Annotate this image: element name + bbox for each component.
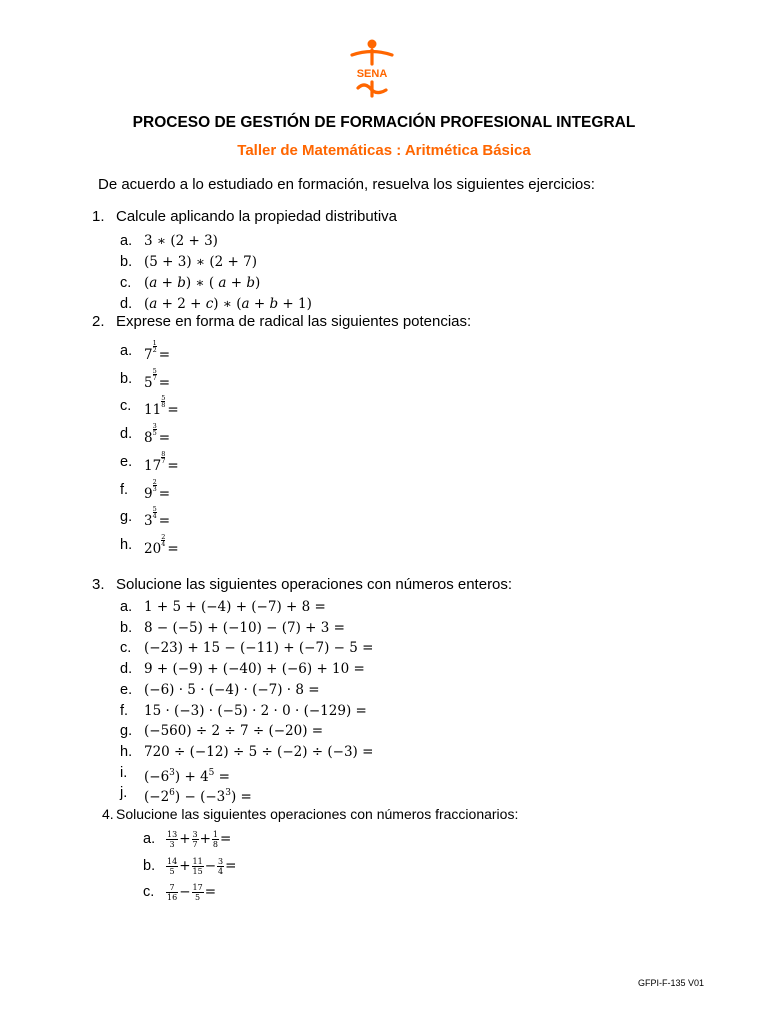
- item-label: c.: [120, 275, 132, 291]
- operator: +: [199, 831, 211, 847]
- item-expression: (−560) ÷ 2 ÷ 7 ÷ (−20) =: [144, 723, 324, 740]
- equals-sign: =: [204, 884, 216, 900]
- question-number: 4.: [102, 806, 114, 822]
- expr-part: ) − (−3: [174, 789, 226, 806]
- fraction-exponent: [161, 451, 165, 464]
- fraction-denominator: 3: [169, 840, 175, 849]
- exponent: 3: [225, 788, 231, 799]
- expr-part: =: [214, 768, 230, 785]
- fraction-numerator: 14: [167, 856, 178, 866]
- fraction-exponent: [153, 340, 157, 353]
- item-label: c.: [143, 884, 155, 900]
- item-expression: [144, 782, 252, 808]
- item-expression: 8 − (−5) + (−10) − (7) + 3 =: [144, 619, 345, 636]
- intro-text: De acuerdo a lo estudiado en formación, resuelva los siguientes ejercicios:: [98, 176, 595, 193]
- fraction-numerator: 13: [167, 830, 178, 839]
- exponent-denominator: 7: [152, 373, 157, 382]
- fraction: [166, 830, 178, 849]
- item-label: g.: [120, 509, 133, 526]
- equals-sign: =: [167, 457, 179, 474]
- item-label: b.: [120, 370, 133, 387]
- item-label: d.: [120, 661, 133, 678]
- exponent-denominator: 7: [161, 456, 166, 465]
- question-4: [102, 806, 518, 822]
- exponent: 6: [169, 788, 175, 799]
- question-text: Calcule aplicando la propiedad distributiva: [116, 208, 398, 225]
- exponent-numerator: 2: [152, 477, 157, 486]
- fraction-exponent: [153, 506, 157, 519]
- item-expression: (5 + 3) ∗ (2 + 7): [144, 254, 257, 270]
- fraction-exponent: [153, 368, 157, 381]
- item-expression: [165, 826, 231, 852]
- item-expression: (𝑎 + 𝑏) ∗ ( 𝑎 + 𝑏): [144, 275, 261, 291]
- fraction-denominator: 5: [169, 866, 175, 876]
- question-2: [92, 313, 471, 330]
- fraction-numerator: 3: [192, 830, 198, 839]
- question-text: Solucione las siguientes operaciones con números enteros:: [116, 576, 513, 593]
- power-base: 9: [144, 485, 153, 502]
- item-expression: 9 + (−9) + (−40) + (−6) + 10 =: [144, 661, 365, 678]
- expr-part: ) =: [230, 789, 252, 806]
- power-base: 11: [144, 402, 162, 419]
- item-expression: [144, 395, 179, 421]
- item-expression: [165, 853, 236, 879]
- equals-sign: =: [158, 430, 171, 447]
- fraction-numerator: 1: [212, 830, 218, 839]
- expr-part: ) + 4: [174, 768, 209, 785]
- item-label: h.: [120, 536, 133, 553]
- operator: +: [179, 831, 191, 847]
- exponent: 3: [169, 767, 175, 778]
- exponent-denominator: 3: [152, 484, 157, 493]
- exponent-numerator: 5: [152, 366, 157, 375]
- equals-sign: =: [225, 857, 237, 874]
- question-text: Solucione las siguientes operaciones con números fraccionarios:: [116, 806, 519, 822]
- item-label: e.: [120, 453, 133, 470]
- item-label: f.: [120, 702, 129, 719]
- power-base: 3: [144, 513, 153, 530]
- fraction: [212, 830, 219, 849]
- item-label: a.: [143, 831, 156, 847]
- item-label: e.: [120, 681, 133, 698]
- power-base: 7: [144, 347, 153, 363]
- equals-sign: =: [158, 485, 171, 502]
- exponent-numerator: 5: [161, 394, 166, 403]
- exponent-denominator: 2: [152, 346, 157, 354]
- svg-text:SENA: SENA: [356, 68, 388, 80]
- item-label: h.: [120, 743, 133, 760]
- power-base: 8: [144, 430, 153, 447]
- item-label: f.: [120, 481, 129, 498]
- item-label: i.: [120, 764, 128, 781]
- item-label: b.: [120, 619, 133, 636]
- sena-logo: [344, 38, 400, 98]
- item-expression: [144, 423, 170, 449]
- item-label: g.: [120, 723, 133, 740]
- item-expression: (𝑎 + 2 + 𝑐) ∗ (𝑎 + 𝑏 + 1): [144, 296, 312, 312]
- operator: −: [204, 857, 216, 874]
- fraction-numerator: 3: [218, 856, 224, 866]
- exponent-numerator: 5: [152, 505, 157, 514]
- item-label: b.: [143, 857, 156, 874]
- fraction-exponent: [153, 479, 157, 492]
- question-text: Exprese en forma de radical las siguientes potencias:: [116, 313, 472, 330]
- power-base: 5: [144, 374, 153, 391]
- item-label: c.: [120, 640, 132, 657]
- exponent-numerator: 8: [161, 449, 166, 458]
- fraction-denominator: 7: [192, 840, 198, 849]
- item-label: c.: [120, 398, 132, 415]
- question-number: 1.: [92, 208, 105, 225]
- question-1: [92, 208, 397, 225]
- equals-sign: =: [158, 374, 171, 391]
- item-label: a.: [120, 343, 133, 359]
- fraction-denominator: 5: [195, 893, 201, 902]
- fraction-numerator: 17: [192, 883, 203, 892]
- item-expression: (−6) · 5 · (−4) · (−7) · 8 =: [144, 681, 320, 698]
- fraction: [217, 857, 224, 876]
- fraction: [192, 857, 204, 876]
- item-expression: 3 ∗ (2 + 3): [144, 233, 218, 249]
- fraction-exponent: [153, 423, 157, 436]
- item-expression: [144, 340, 170, 366]
- exponent-denominator: 4: [152, 512, 157, 521]
- item-label: a.: [120, 233, 133, 249]
- item-expression: (−23) + 15 − (−11) + (−7) − 5 =: [144, 640, 374, 657]
- page-subtitle: Taller de Matemáticas : Aritmética Básica: [237, 142, 531, 159]
- item-label: a.: [120, 599, 133, 615]
- item-expression: [144, 368, 170, 394]
- fraction-numerator: 11: [192, 856, 203, 866]
- exponent-denominator: 8: [161, 401, 166, 410]
- fraction: [192, 883, 204, 902]
- operator: +: [179, 857, 191, 874]
- fraction-exponent: [161, 534, 165, 547]
- operator: −: [179, 884, 191, 900]
- item-expression: 720 ÷ (−12) ÷ 5 ÷ (−2) ÷ (−3) =: [144, 743, 374, 760]
- power-base: 20: [144, 540, 162, 557]
- exponent: 5: [208, 767, 215, 778]
- item-label: d.: [120, 296, 133, 312]
- fraction: [166, 883, 178, 902]
- fraction: [166, 857, 178, 876]
- equals-sign: =: [158, 347, 171, 363]
- item-expression: [144, 479, 170, 505]
- exponent-numerator: 2: [161, 532, 166, 541]
- expr-part: (−2: [144, 789, 170, 806]
- equals-sign: =: [167, 540, 179, 557]
- item-label: j.: [120, 785, 128, 802]
- fraction: [192, 830, 199, 849]
- exponent-denominator: 5: [152, 429, 157, 438]
- equals-sign: =: [220, 831, 232, 847]
- fraction-denominator: 16: [167, 893, 178, 902]
- page-title: PROCESO DE GESTIÓN DE FORMACIÓN PROFESIONAL INTEGRAL: [132, 114, 636, 131]
- item-expression: [165, 879, 216, 905]
- item-expression: [144, 506, 170, 532]
- item-expression: [144, 451, 179, 477]
- exponent-numerator: 1: [152, 339, 157, 347]
- power-base: 17: [144, 457, 162, 474]
- expr-part: (−6: [144, 768, 170, 785]
- exponent-numerator: 3: [152, 422, 157, 431]
- question-3: [92, 576, 512, 593]
- item-label: b.: [120, 254, 133, 270]
- equals-sign: =: [167, 402, 179, 419]
- item-label: d.: [120, 426, 133, 443]
- item-expression: [144, 534, 179, 560]
- fraction-denominator: 15: [192, 866, 203, 876]
- exponent-denominator: 4: [161, 539, 166, 548]
- fraction-exponent: [161, 395, 165, 408]
- question-number: 3.: [92, 576, 105, 593]
- item-expression: 15 · (−3) · (−5) · 2 · 0 · (−129) =: [144, 702, 367, 719]
- fraction-denominator: 8: [212, 840, 218, 849]
- document-code: GFPI-F-135 V01: [637, 978, 704, 988]
- fraction-numerator: 7: [166, 883, 178, 893]
- equals-sign: =: [158, 513, 171, 530]
- question-number: 2.: [92, 313, 105, 330]
- item-expression: 1 + 5 + (−4) + (−7) + 8 =: [144, 599, 326, 615]
- fraction-denominator: 4: [218, 866, 224, 876]
